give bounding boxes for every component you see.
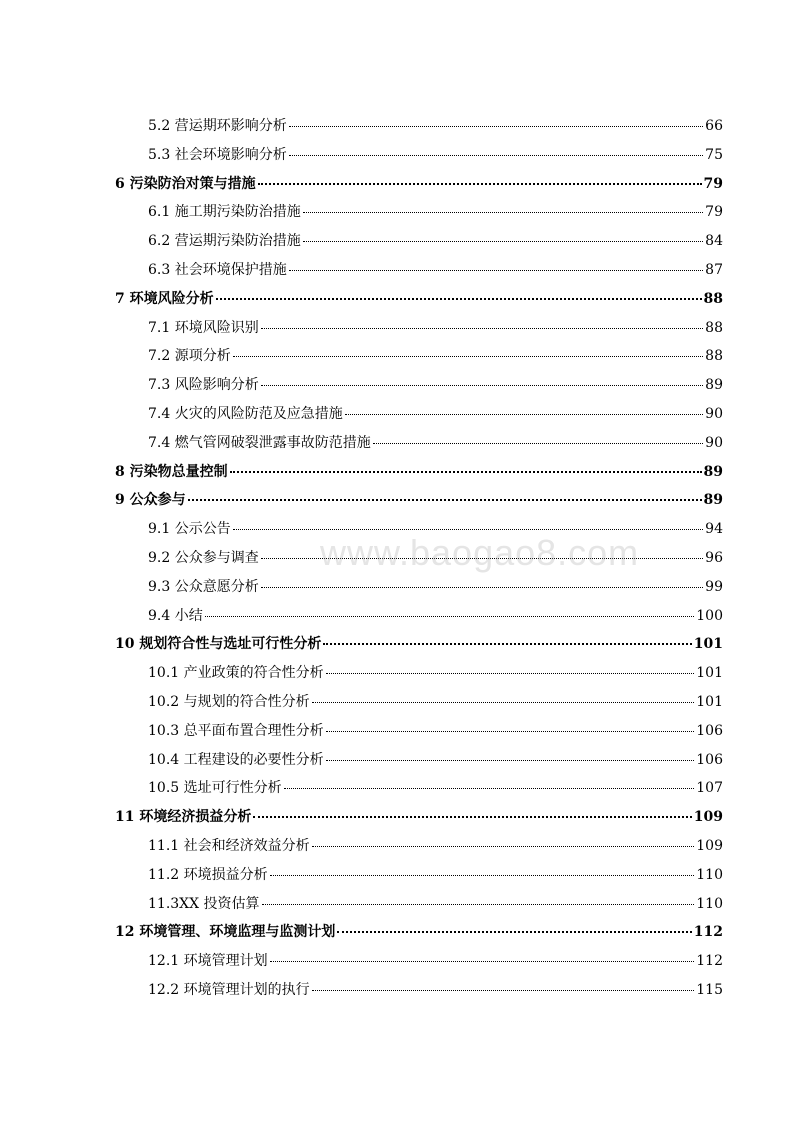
toc-entry-label: 10.1 产业政策的符合性分析 (148, 665, 324, 682)
dot-leader (261, 328, 703, 329)
toc-entry-page-number: 88 (705, 319, 723, 336)
toc-entry-label: 9.1 公示公告 (148, 521, 231, 538)
toc-chapter-entry[interactable] (115, 463, 723, 481)
toc-entry-page-number: 84 (705, 233, 723, 250)
dot-leader (261, 587, 703, 588)
dot-leader (312, 702, 695, 703)
dot-leader (345, 414, 703, 415)
dot-leader (326, 731, 695, 732)
toc-entry-page-number: 101 (696, 665, 723, 682)
toc-section-entry[interactable] (148, 866, 723, 884)
toc-section-entry[interactable] (148, 578, 723, 596)
dot-leader (323, 643, 691, 645)
dot-leader (289, 155, 703, 156)
toc-chapter-entry[interactable] (115, 808, 723, 826)
dot-leader (253, 816, 691, 818)
watermark: www.baogao8.com (320, 532, 640, 573)
toc-entry-label: 9 公众参与 (115, 492, 186, 509)
toc-entry-label: 7 环境风险分析 (115, 290, 214, 307)
dot-leader (233, 529, 703, 530)
dot-leader (312, 846, 695, 847)
toc-entry-page-number: 107 (696, 780, 723, 797)
toc-section-entry[interactable] (148, 376, 723, 394)
toc-entry-page-number: 89 (705, 377, 723, 394)
toc-chapter-entry[interactable] (115, 175, 723, 193)
toc-entry-label: 7.1 环境风险识别 (148, 319, 259, 336)
toc-entry-label: 6.2 营运期污染防治措施 (148, 233, 301, 250)
toc-entry-page-number: 88 (703, 290, 723, 307)
dot-leader (188, 499, 702, 501)
dot-leader (258, 183, 702, 185)
toc-entry-page-number: 106 (696, 722, 723, 739)
toc-entry-label: 9.3 公众意愿分析 (148, 578, 259, 595)
toc-section-entry[interactable] (148, 203, 723, 221)
toc-entry-page-number: 66 (705, 118, 723, 134)
toc-entry-page-number: 89 (703, 492, 723, 509)
toc-entry-page-number: 112 (696, 953, 723, 970)
toc-section-entry[interactable] (148, 319, 723, 337)
toc-section-entry[interactable] (148, 607, 723, 625)
toc-section-entry[interactable] (148, 751, 723, 769)
toc-section-entry[interactable] (148, 664, 723, 682)
toc-entry-label: 5.2 营运期环影响分析 (148, 118, 287, 134)
dot-leader (284, 788, 695, 789)
toc-section-entry[interactable] (148, 261, 723, 279)
toc-entry-label: 10 规划符合性与选址可行性分析 (115, 636, 322, 653)
dot-leader (270, 875, 695, 876)
dot-leader (326, 673, 695, 674)
dot-leader (262, 904, 695, 905)
toc-section-entry[interactable] (148, 405, 723, 423)
dot-leader (303, 241, 703, 242)
toc-chapter-entry[interactable] (115, 923, 723, 941)
toc-entry-label: 5.3 社会环境影响分析 (148, 146, 287, 163)
toc-entry-label: 12.2 环境管理计划的执行 (148, 982, 310, 998)
dot-leader (270, 961, 695, 962)
toc-section-entry[interactable] (148, 837, 723, 855)
toc-section-entry[interactable] (148, 952, 723, 970)
toc-entry-label: 6 污染防治对策与措施 (115, 175, 256, 192)
dot-leader (261, 385, 703, 386)
toc-chapter-entry[interactable] (115, 635, 723, 653)
toc-section-entry[interactable] (148, 693, 723, 711)
toc-entry-page-number: 106 (696, 751, 723, 768)
dot-leader (216, 298, 702, 300)
dot-leader (373, 443, 703, 444)
toc-entry-page-number: 90 (705, 406, 723, 422)
toc-entry-page-number: 109 (696, 838, 723, 854)
toc-entry-page-number: 109 (693, 809, 723, 826)
toc-section-entry[interactable] (148, 981, 723, 999)
dot-leader (303, 212, 703, 213)
toc-entry-page-number: 79 (703, 175, 723, 192)
toc-section-entry[interactable] (148, 232, 723, 250)
toc-entry-label: 9.2 公众参与调查 (148, 550, 259, 566)
toc-entry-label: 11.2 环境损益分析 (148, 866, 268, 883)
toc-entry-page-number: 101 (693, 636, 723, 653)
toc-entry-page-number: 89 (703, 463, 723, 480)
toc-entry-label: 10.4 工程建设的必要性分析 (148, 751, 324, 768)
toc-entry-label: 12 环境管理、环境监理与监测计划 (115, 924, 336, 941)
toc-entry-page-number: 94 (705, 521, 723, 538)
dot-leader (205, 616, 695, 617)
toc-entry-label: 11.1 社会和经济效益分析 (148, 838, 310, 854)
toc-entry-label: 7.4 燃气管网破裂泄露事故防范措施 (148, 434, 371, 451)
toc-entry-page-number: 88 (705, 348, 723, 365)
toc-section-entry[interactable] (148, 117, 723, 135)
toc-entry-page-number: 79 (705, 204, 723, 221)
toc-entry-label: 12.1 环境管理计划 (148, 953, 268, 970)
toc-section-entry[interactable] (148, 146, 723, 164)
toc-entry-label: 10.5 选址可行性分析 (148, 780, 282, 797)
toc-entry-page-number: 100 (696, 607, 723, 624)
toc-entry-label: 6.1 施工期污染防治措施 (148, 204, 301, 221)
toc-entry-label: 7.2 源项分析 (148, 348, 231, 365)
toc-entry-page-number: 96 (705, 550, 723, 566)
toc-entry-label: 10.3 总平面布置合理性分析 (148, 722, 324, 739)
dot-leader (289, 270, 703, 271)
dot-leader (312, 990, 695, 991)
toc-section-entry[interactable] (148, 347, 723, 365)
dot-leader (337, 931, 691, 933)
toc-section-entry[interactable] (148, 434, 723, 452)
toc-entry-page-number: 110 (696, 895, 723, 912)
dot-leader (326, 760, 695, 761)
toc-entry-label: 10.2 与规划的符合性分析 (148, 694, 310, 710)
toc-section-entry[interactable] (148, 722, 723, 740)
dot-leader (289, 126, 703, 127)
toc-chapter-entry[interactable] (115, 290, 723, 308)
toc-entry-page-number: 112 (693, 924, 723, 941)
dot-leader (230, 471, 702, 473)
toc-entry-page-number: 99 (705, 578, 723, 595)
toc-entry-page-number: 110 (696, 866, 723, 883)
dot-leader (233, 356, 703, 357)
toc-entry-page-number: 90 (705, 434, 723, 451)
toc-entry-label: 8 污染物总量控制 (115, 463, 228, 480)
toc-entry-page-number: 101 (696, 694, 723, 710)
toc-chapter-entry[interactable] (115, 491, 723, 509)
toc-entry-label: 11.3XX 投资估算 (148, 895, 260, 912)
toc-section-entry[interactable] (148, 895, 723, 913)
toc-entry-label: 11 环境经济损益分析 (115, 809, 252, 826)
toc-entry-page-number: 115 (696, 982, 723, 998)
toc-section-entry[interactable] (148, 779, 723, 797)
toc-entry-label: 6.3 社会环境保护措施 (148, 262, 287, 278)
toc-entry-label: 9.4 小结 (148, 607, 203, 624)
toc-entry-page-number: 87 (705, 262, 723, 278)
toc-entry-label: 7.3 风险影响分析 (148, 377, 259, 394)
toc-entry-page-number: 75 (705, 146, 723, 163)
toc-entry-label: 7.4 火灾的风险防范及应急措施 (148, 406, 343, 422)
